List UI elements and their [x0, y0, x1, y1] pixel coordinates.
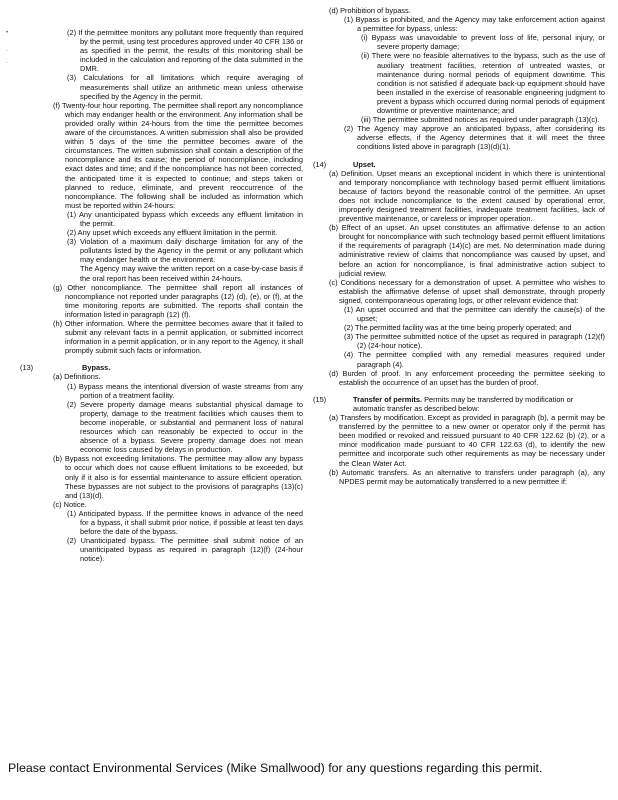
- para-13c: (c) Notice.: [53, 499, 87, 509]
- footer-contact-note: Please contact Environmental Services (Mike Smallwood) for any questions regarding this permit.: [8, 761, 543, 775]
- para-12h: (h) Other information. Where the permittee becomes aware that it failed to submit any relevant facts in a permit application, or submitted incorrect information in a permit application, or in any report to the Agency, it shall promptly submit such facts or information.: [53, 319, 303, 356]
- para-12f: (f) Twenty-four hour reporting. The permittee shall report any noncompliance which may endanger health or the environment. Any information shall be provided orally within 24-hours from the time the permittee becomes aware of the circumstances. A written submission shall also be provided within 5 days of the time the permittee becomes aware of the circumstances. The written submission shall contain a description of the noncompliance and its cause; the period of noncompliance, including exact dates and time; and if the noncompliance has not been corrected, the anticipated time it is expected to continue; and steps taken or planned to reduce, eliminate, and prevent reoccurrence of the noncompliance. The following shall be included as information which must be reported within 24-hours:: [53, 100, 303, 210]
- para-13a: (a) Definitions.: [53, 372, 101, 382]
- section-15-intro: Permits may be transferred by modification or automatic transfer as described below:: [353, 394, 574, 413]
- section-14-heading: [313, 160, 605, 169]
- para-14b: (b) Effect of an upset. An upset constitutes an affirmative defense to an action brought for noncompliance with such technology based permit effluent limitations if the requirements of paragraph (14)(c) are met. No determination made during administrative review of claims that noncompliance was caused by upset, and before an action for noncompliance, is final administrative action subject to judicial review.: [329, 223, 605, 278]
- para-12f2: (2) Any upset which exceeds any effluent limitation in the permit.: [67, 228, 278, 238]
- section-15-title: Transfer of permits.: [353, 394, 422, 404]
- para-12f1: (1) Any unanticipated bypass which exceeds any effluent limitation in the permit.: [67, 209, 303, 228]
- para-13d1: (1) Bypass is prohibited, and the Agency may take enforcement action against a permittee for bypass, unless:: [344, 15, 605, 34]
- section-14-number: (14): [313, 159, 327, 169]
- para-13d1ii: (ii) There were no feasible alternatives to the bypass, such as the use of auxiliary treatment facilities, retention of untreated wastes, or maintenance during normal periods of equipment downtime. This condition is not satisfied if adequate back-up equipment should have been installed in the exercise of reasonable engineering judgment to prevent a bypass which occurred during normal periods of equipment downtime or preventive maintenance; and: [361, 51, 605, 116]
- para-14c1: (1) An upset occurred and that the permittee can identify the cause(s) of the upset;: [344, 305, 605, 324]
- section-13-title: Bypass.: [82, 363, 111, 373]
- para-13c1: (1) Anticipated bypass. If the permittee knows in advance of the need for a bypass, it shall submit prior notice, if possible at least ten days before the date of the bypass.: [67, 508, 303, 537]
- para-14c4: (4) The permittee complied with any remedial measures required under paragraph (4).: [344, 350, 605, 369]
- para-13d1i: (i) Bypass was unavoidable to prevent loss of life, personal injury, or severe property damage;: [361, 33, 605, 52]
- para-15b: (b) Automatic transfers. As an alternative to transfers under paragraph (a), any NPDES permit may be automatically transferred to a new permittee if:: [329, 467, 605, 486]
- para-15a: (a) Transfers by modification. Except as provided in paragraph (b), a permit may be transferred by the permittee to a new owner or operator only if the permit has been modified or revoked and reissued pursuant to 40 CFR 122.62 (b) (2), or a minor modification made pursuant to 40 CFR 122.63 (d), to identify the new permittee and incorporate such other requirements as may be necessary under the Clean Water Act.: [329, 413, 605, 468]
- right-column: [313, 6, 605, 486]
- para-12e3: (3) Calculations for all limitations which require averaging of measurements shall utilize an arithmetic mean unless otherwise specified by the Agency in the permit.: [67, 73, 303, 101]
- para-12f3: (3) Violation of a maximum daily discharge limitation for any of the pollutants listed by the Agency in the permit or any pollutant which may endanger health or the environment.: [67, 237, 303, 265]
- para-12f-waiver: The Agency may waive the written report on a case-by-case basis if the oral report has been received within 24-hours.: [80, 264, 303, 283]
- section-15-number: (15): [313, 394, 327, 404]
- section-13-heading: [20, 363, 303, 372]
- para-14c: (c) Conditions necessary for a demonstration of upset. A permittee who wishes to establish the affirmative defense of upset shall demonstrate, through properly signed, contemporaneous operating logs, or other relevant evidence that:: [329, 277, 605, 305]
- para-13a1: (1) Bypass means the intentional diversion of waste streams from any portion of a treatment facility.: [67, 381, 303, 400]
- para-13d2: (2) The Agency may approve an anticipated bypass, after considering its adverse effects, if the Agency determines that it will meet the three conditions listed above in paragraph (13)(d)(1).: [344, 124, 605, 152]
- section-15-heading: [313, 395, 605, 413]
- left-column: [20, 28, 303, 563]
- para-13d1iii: (iii) The permittee submitted notices as required under paragraph (13)(c).: [361, 115, 600, 125]
- para-12e2: (2) If the permittee monitors any pollutant more frequently than required by the permit, using test procedures approved under 40 CFR 136 or as specified in the permit, the results of this monitoring shall be included in the calculation and reporting of the data submitted in the DMR.: [67, 28, 303, 74]
- para-12g: (g) Other noncompliance. The permittee shall report all instances of noncompliance not reported under paragraphs (12) (d), (e), or (f), at the time monitoring reports are submitted. The reports shall contain the information listed in paragraph (12) (f).: [53, 282, 303, 319]
- section-13-number: (13): [20, 363, 34, 373]
- para-13b: (b) Bypass not exceeding limitations. The permittee may allow any bypass to occur which does not cause effluent limitations to be exceeded, but only if it also is for essential maintenance to assure efficient operation. These bypasses are not subject to the provisions of paragraphs (13)(c) and (13)(d).: [53, 454, 303, 500]
- para-14a: (a) Definition. Upset means an exceptional incident in which there is unintentional and temporary noncompliance with technology based permit effluent limitations because of factors beyond the reasonable control of the permittee. An upset does not include noncompliance to the extent caused by operational error, improperly designed treatment facilities, inadequate treatment facilities, lack of preventive maintenance, or careless or improper operation.: [329, 168, 605, 224]
- margin-marks: • · ·: [6, 30, 9, 66]
- para-14c3: (3) The permittee submitted notice of the upset as required in paragraph (12)(f)(2) (24-hour notice).: [344, 332, 605, 351]
- para-14c2: (2) The permitted facility was at the time being properly operated; and: [344, 323, 572, 333]
- para-13d: (d) Prohibition of bypass.: [329, 6, 411, 15]
- section-14-title: Upset.: [353, 159, 376, 169]
- para-13a2: (2) Severe property damage means substantial physical damage to property, damage to the treatment facilities which causes them to become inoperable, or substantial and permanent loss of natural resources which can reasonably be expected to occur in the absence of a bypass. Severe property damage does not mean economic loss caused by delays in production.: [67, 399, 303, 455]
- para-13c2: (2) Unanticipated bypass. The permittee shall submit notice of an unanticipated bypass as required in paragraph (12)(f) (24-hour notice).: [67, 536, 303, 564]
- para-14d: (d) Burden of proof. In any enforcement proceeding the permittee seeking to establish the occurrence of an upset has the burden of proof.: [329, 368, 605, 387]
